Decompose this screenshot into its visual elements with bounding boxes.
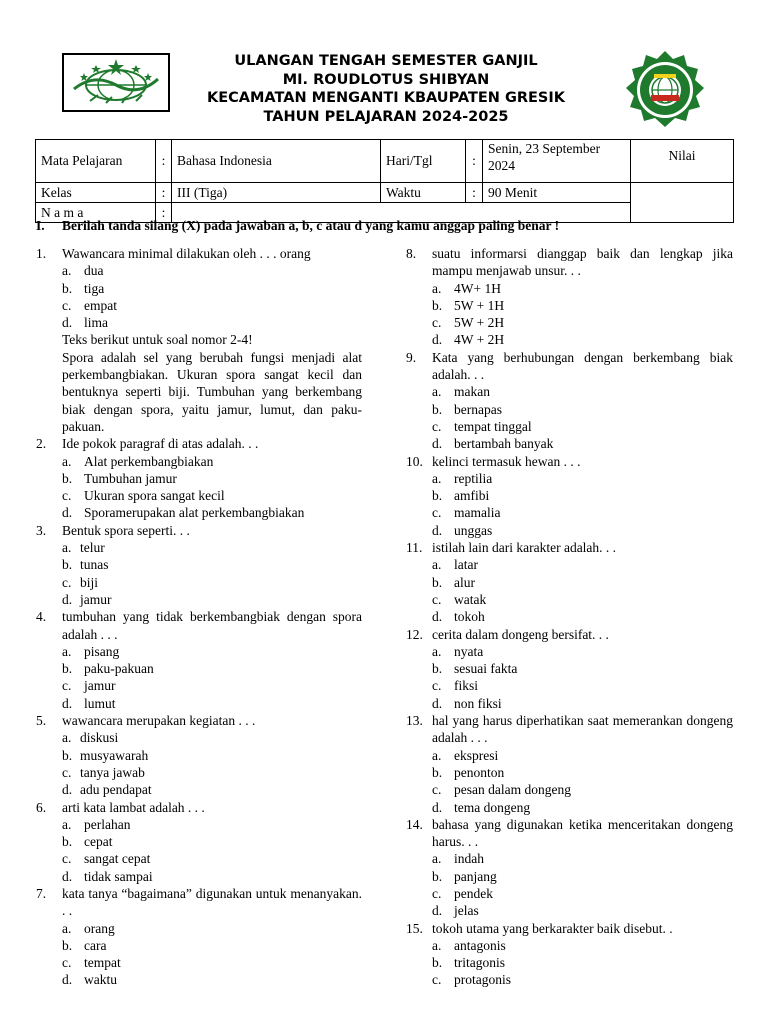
colon: :: [466, 140, 483, 183]
option-letter: d.: [432, 609, 443, 625]
option-text: tritagonis: [454, 955, 505, 971]
question: [36, 712, 362, 729]
question-number: 5.: [36, 713, 47, 729]
option[interactable]: [406, 608, 733, 625]
question-text: Ide pokok paragraf di atas adalah. . .: [62, 436, 259, 452]
question-text: suatu informarsi dianggap baik dan lengkap jika mampu menjawab unsur. . .: [432, 246, 733, 279]
option[interactable]: [36, 262, 362, 279]
option-letter: c.: [62, 297, 72, 313]
option-letter: c.: [62, 574, 72, 590]
option-letter: b.: [432, 297, 443, 313]
option[interactable]: [36, 297, 362, 314]
question: [36, 522, 362, 539]
question-number: 3.: [36, 522, 47, 538]
subject-label: Mata Pelajaran: [36, 140, 156, 183]
question-number: 4.: [36, 609, 47, 625]
option-text: musyawarah: [80, 747, 149, 763]
option[interactable]: [36, 539, 362, 556]
option[interactable]: [36, 937, 362, 954]
option-letter: c.: [432, 505, 442, 521]
colon: :: [156, 203, 172, 223]
option-text: protagonis: [454, 972, 511, 988]
question-number: 1.: [36, 246, 47, 261]
option[interactable]: [36, 314, 362, 331]
question-text: cerita dalam dongeng bersifat. . .: [432, 626, 609, 642]
seal-icon: [624, 50, 706, 132]
option[interactable]: [406, 954, 733, 971]
option-text: 5W + 2H: [454, 315, 505, 331]
option-letter: d.: [62, 591, 73, 607]
option[interactable]: [406, 470, 733, 487]
option[interactable]: [406, 418, 733, 435]
option-letter: d.: [62, 782, 73, 798]
option[interactable]: [406, 383, 733, 400]
name-label: N a m a: [36, 203, 156, 223]
option[interactable]: [36, 729, 362, 746]
student-info-table: [35, 139, 734, 223]
option[interactable]: [406, 937, 733, 954]
option-letter: d.: [62, 505, 73, 521]
option[interactable]: [406, 799, 733, 816]
question-text: Kata yang berhubungan dengan berkembang biak adalah. . .: [432, 349, 733, 383]
option[interactable]: [36, 954, 362, 971]
option[interactable]: [36, 764, 362, 781]
option-text: orang: [84, 920, 115, 936]
questions-right-column: [406, 245, 733, 989]
question-text: Wawancara minimal dilakukan oleh . . . orang: [62, 246, 311, 261]
option-text: pesan dalam dongeng: [454, 782, 571, 798]
option-text: alur: [454, 574, 475, 590]
option-letter: d.: [62, 315, 73, 331]
option-text: indah: [454, 851, 484, 867]
option-letter: b.: [432, 955, 443, 971]
option[interactable]: [36, 643, 362, 660]
question-text: bahasa yang digunakan ketika menceritakan dongeng harus. . .: [432, 816, 733, 850]
option-text: watak: [454, 591, 487, 607]
option-text: adu pendapat: [80, 782, 152, 798]
option[interactable]: [406, 487, 733, 504]
option[interactable]: [36, 816, 362, 833]
option[interactable]: [406, 331, 733, 348]
questions-left-column: [36, 245, 362, 989]
option-text: empat: [84, 297, 117, 313]
option-letter: c.: [432, 885, 442, 901]
option-text: 5W + 1H: [454, 297, 505, 313]
question-text: tokoh utama yang berkarakter baik disebut. .: [432, 920, 673, 936]
option-text: telur: [80, 540, 105, 556]
header-district: KECAMATAN MENGANTI KBAUPATEN GRESIK: [206, 90, 566, 106]
date-label: Hari/Tgl: [381, 140, 466, 183]
option-text: panjang: [454, 868, 497, 884]
date-value-line2: 2024: [488, 158, 515, 173]
option[interactable]: [406, 695, 733, 712]
option-letter: a.: [62, 816, 72, 832]
option-text: pisang: [84, 643, 120, 659]
option-text: tema dongeng: [454, 799, 531, 815]
option-letter: a.: [432, 280, 442, 296]
option-text: waktu: [84, 972, 117, 988]
question: [406, 453, 733, 470]
option[interactable]: [406, 280, 733, 297]
option-text: paku-pakuan: [84, 661, 154, 677]
option-letter: d.: [432, 436, 443, 452]
class-value: III (Tiga): [172, 183, 381, 203]
question-text: Bentuk spora seperti. . .: [62, 522, 190, 538]
option[interactable]: [406, 747, 733, 764]
option-letter: b.: [432, 868, 443, 884]
option-text: 4W+ 1H: [454, 280, 501, 296]
option[interactable]: [36, 470, 362, 487]
option[interactable]: [36, 747, 362, 764]
option-letter: b.: [432, 764, 443, 780]
option-letter: a.: [432, 937, 442, 953]
question: [406, 920, 733, 937]
stimulus-text: Spora adalah sel yang berubah fungsi menjadi alat perkembangbiakan. Ukuran spora sangat kecil dan bentuknya seperti biji. Tumbuhan yang berkembang biak dengan spora, yaitu jamur, lumut, dan paku-pakuan.: [62, 349, 362, 434]
option[interactable]: [406, 868, 733, 885]
option-text: lumut: [84, 695, 116, 711]
option[interactable]: [36, 920, 362, 937]
option-text: amfibi: [454, 488, 490, 504]
option-text: fiksi: [454, 678, 479, 694]
globe-stars-icon: [64, 55, 168, 110]
question: [406, 712, 733, 747]
option-text: ekspresi: [454, 747, 499, 763]
question-number: 12.: [406, 626, 423, 642]
organization-logo: [62, 53, 170, 112]
option-letter: b.: [62, 470, 73, 486]
option-text: tokoh: [454, 609, 485, 625]
option-letter: a.: [62, 453, 72, 469]
option-text: bertambah banyak: [454, 436, 554, 452]
option-text: 4W + 2H: [454, 332, 505, 348]
option-text: pendek: [454, 885, 493, 901]
colon: :: [156, 140, 172, 183]
option-text: dua: [84, 263, 104, 279]
option[interactable]: [406, 297, 733, 314]
option-letter: d.: [432, 903, 443, 919]
stimulus-heading: Teks berikut untuk soal nomor 2-4!: [62, 332, 253, 348]
option-letter: c.: [62, 678, 72, 694]
option-text: nyata: [454, 643, 484, 659]
option[interactable]: [36, 591, 362, 608]
option-letter: a.: [62, 730, 72, 746]
option-text: jamur: [84, 678, 116, 694]
option[interactable]: [36, 487, 362, 504]
option-letter: c.: [62, 488, 72, 504]
question-text: arti kata lambat adalah . . .: [62, 799, 205, 815]
option[interactable]: [406, 971, 733, 988]
option-letter: b.: [62, 280, 73, 296]
option-text: penonton: [454, 764, 505, 780]
option[interactable]: [406, 660, 733, 677]
option-text: jamur: [80, 591, 112, 607]
option-letter: c.: [432, 972, 442, 988]
option-letter: c.: [432, 315, 442, 331]
question: [36, 245, 362, 262]
question-number: 8.: [406, 246, 417, 261]
question-text: istilah lain dari karakter adalah. . .: [432, 540, 617, 556]
question-number: 13.: [406, 713, 423, 729]
option-letter: a.: [432, 557, 442, 573]
document-header: [180, 52, 592, 126]
option-letter: c.: [62, 764, 72, 780]
option-letter: a.: [432, 384, 442, 400]
option[interactable]: [406, 677, 733, 694]
option[interactable]: [36, 850, 362, 867]
option-letter: b.: [62, 834, 73, 850]
option-letter: a.: [62, 540, 72, 556]
option-text: jelas: [454, 903, 479, 919]
question-number: 7.: [36, 885, 47, 901]
question-number: 2.: [36, 436, 47, 452]
option-letter: d.: [432, 695, 443, 711]
question-text: kelinci termasuk hewan . . .: [432, 453, 581, 469]
question-text: wawancara merupakan kegiatan . . .: [62, 713, 256, 729]
duration-value: 90 Menit: [483, 183, 631, 203]
question-text: hal yang harus diperhatikan saat memerankan dongeng adalah . . .: [432, 713, 733, 746]
option-text: Alat perkembangbiakan: [84, 453, 214, 469]
option-text: non fiksi: [454, 695, 502, 711]
option-letter: a.: [62, 263, 72, 279]
option-text: mamalia: [454, 505, 501, 521]
option[interactable]: [406, 764, 733, 781]
option-letter: d.: [432, 522, 443, 538]
option[interactable]: [406, 591, 733, 608]
option-text: tidak sampai: [84, 868, 153, 884]
option-letter: b.: [62, 937, 73, 953]
option[interactable]: [36, 504, 362, 521]
option[interactable]: [36, 660, 362, 677]
option-text: tiga: [84, 280, 105, 296]
option-letter: a.: [432, 851, 442, 867]
option-letter: b.: [62, 661, 73, 677]
section-instruction: [36, 217, 559, 234]
option-letter: b.: [432, 401, 443, 417]
option[interactable]: [36, 453, 362, 470]
option[interactable]: [36, 280, 362, 297]
option[interactable]: [406, 781, 733, 798]
option-letter: b.: [62, 747, 73, 763]
option-letter: a.: [62, 920, 72, 936]
option-letter: c.: [62, 955, 72, 971]
option-letter: d.: [62, 868, 73, 884]
option[interactable]: [36, 574, 362, 591]
option-letter: a.: [432, 643, 442, 659]
option-text: latar: [454, 557, 478, 573]
option[interactable]: [36, 781, 362, 798]
option-text: tanya jawab: [80, 764, 145, 780]
option[interactable]: [406, 574, 733, 591]
question: [406, 816, 733, 851]
option-text: sesuai fakta: [454, 661, 518, 677]
header-school-name: MI. ROUDLOTUS SHIBYAN: [282, 71, 490, 88]
option-letter: b.: [62, 557, 73, 573]
option[interactable]: [36, 868, 362, 885]
option[interactable]: [406, 401, 733, 418]
colon: :: [156, 183, 172, 203]
question: [406, 245, 733, 280]
instruction-text: Berilah tanda silang (X) pada jawaban a, b, c atau d yang kamu anggap paling benar !: [62, 218, 560, 233]
date-value-line1: Senin, 23 September: [488, 141, 601, 156]
option-letter: c.: [62, 851, 72, 867]
option-letter: d.: [62, 695, 73, 711]
question-text: kata tanya “bagaimana” digunakan untuk menanyakan. . .: [62, 885, 362, 919]
question: [406, 539, 733, 556]
option-text: cepat: [84, 834, 113, 850]
option-letter: d.: [432, 332, 443, 348]
duration-label: Waktu: [381, 183, 466, 203]
option-text: unggas: [454, 522, 493, 538]
header-academic-year: TAHUN PELAJARAN 2024-2025: [263, 108, 509, 125]
option-letter: a.: [432, 470, 442, 486]
question: [406, 349, 733, 384]
date-value: [483, 140, 631, 183]
option[interactable]: [406, 435, 733, 452]
question-number: 9.: [406, 349, 417, 365]
colon: :: [466, 183, 483, 203]
option-letter: d.: [62, 972, 73, 988]
option-text: cara: [84, 937, 107, 953]
header-title-exam: ULANGAN TENGAH SEMESTER GANJIL: [234, 53, 538, 69]
option-letter: c.: [432, 782, 442, 798]
option-text: Sporamerupakan alat perkembangbiakan: [84, 505, 305, 521]
section-number: I.: [36, 218, 45, 233]
option[interactable]: [406, 902, 733, 919]
option-letter: a.: [62, 643, 72, 659]
option-text: tempat tinggal: [454, 418, 532, 434]
subject-value: Bahasa Indonesia: [172, 140, 381, 183]
option-text: Ukuran spora sangat kecil: [84, 488, 225, 504]
question-text: tumbuhan yang tidak berkembangbiak dengan spora adalah . . .: [62, 609, 362, 642]
question: [36, 885, 362, 920]
question-number: 10.: [406, 453, 423, 469]
option-text: reptilia: [454, 470, 493, 486]
option[interactable]: [36, 695, 362, 712]
option-letter: c.: [432, 418, 442, 434]
option[interactable]: [406, 314, 733, 331]
option-text: makan: [454, 384, 490, 400]
question: [36, 608, 362, 643]
option-text: diskusi: [80, 730, 119, 746]
school-seal-logo: [624, 50, 706, 132]
question-number: 6.: [36, 799, 47, 815]
score-box[interactable]: [631, 183, 734, 223]
question: [36, 435, 362, 452]
option-letter: b.: [432, 574, 443, 590]
option-text: tunas: [80, 557, 109, 573]
option-letter: c.: [432, 678, 442, 694]
option-letter: b.: [432, 488, 443, 504]
option-letter: d.: [432, 799, 443, 815]
option[interactable]: [406, 504, 733, 521]
option-text: sangat cepat: [84, 851, 151, 867]
class-label: Kelas: [36, 183, 156, 203]
option[interactable]: [36, 971, 362, 988]
option-text: Tumbuhan jamur: [84, 470, 177, 486]
option[interactable]: [36, 833, 362, 850]
option-letter: b.: [432, 661, 443, 677]
question-number: 11.: [406, 540, 423, 556]
option[interactable]: [406, 643, 733, 660]
question-number: 14.: [406, 816, 423, 832]
question: [36, 799, 362, 816]
score-label: Nilai: [631, 140, 734, 183]
option-letter: a.: [432, 747, 442, 763]
option-text: antagonis: [454, 937, 506, 953]
option-text: perlahan: [84, 816, 131, 832]
option-text: tempat: [84, 955, 121, 971]
question: [406, 626, 733, 643]
option[interactable]: [406, 850, 733, 867]
option-text: biji: [80, 574, 99, 590]
question-number: 15.: [406, 920, 423, 936]
option[interactable]: [406, 885, 733, 902]
option-text: lima: [84, 315, 108, 331]
option[interactable]: [406, 522, 733, 539]
option[interactable]: [36, 677, 362, 694]
option[interactable]: [36, 556, 362, 573]
option-letter: c.: [432, 591, 442, 607]
option-text: bernapas: [454, 401, 502, 417]
option[interactable]: [406, 556, 733, 573]
